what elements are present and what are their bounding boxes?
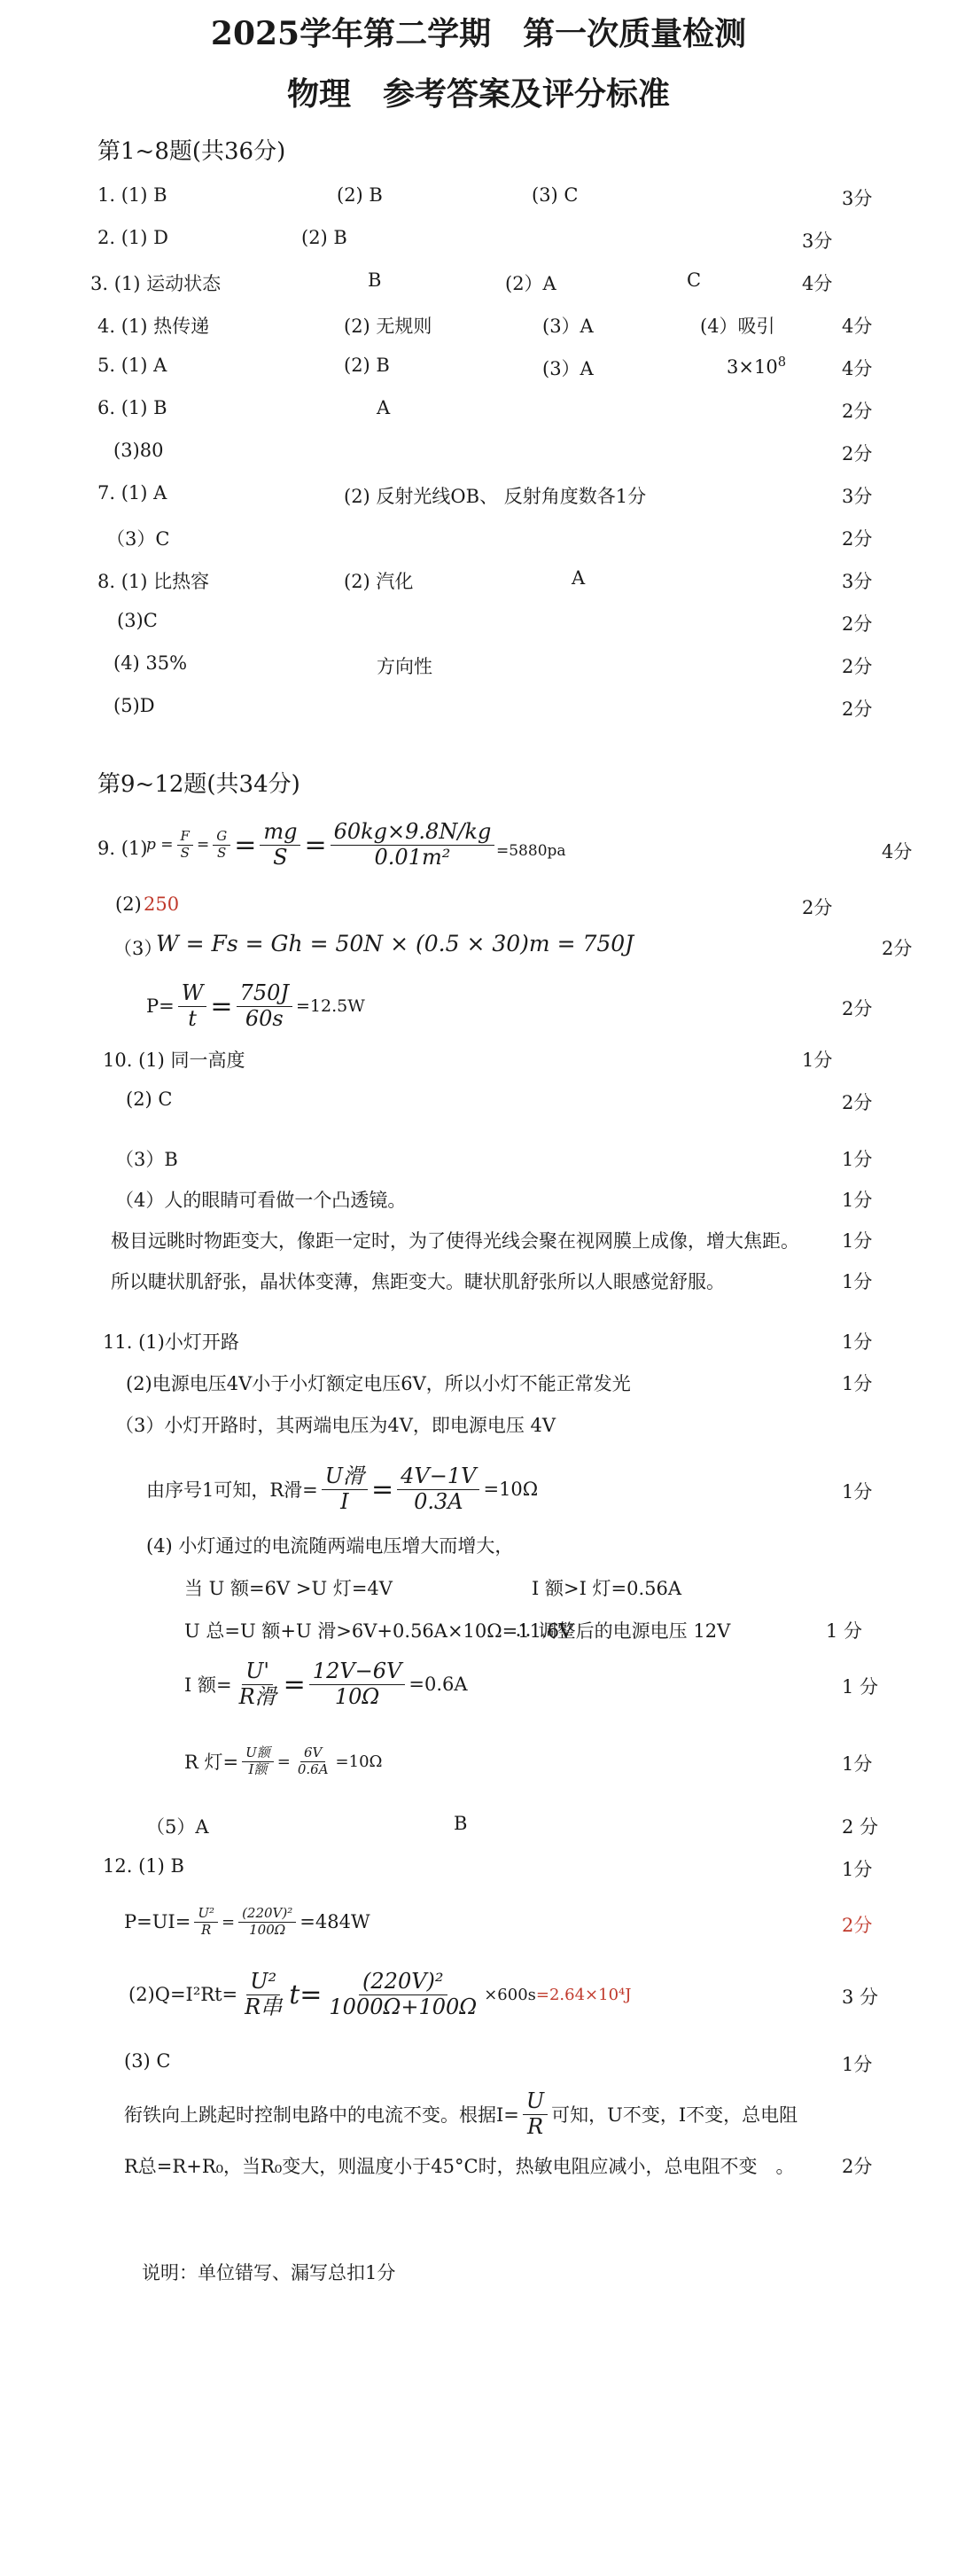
answer: U 总=U 额+U 滑>6V+0.56A×10Ω=11.6V	[184, 1620, 573, 1642]
answer: C	[687, 269, 702, 291]
answer: 所以睫状肌舒张，晶状体变薄，焦距变大。睫状肌舒张所以人眼感觉舒服。	[111, 1271, 725, 1292]
answer: (2) 汽化	[344, 571, 414, 592]
formula-heat-q: (2)Q=I²Rt= $\frac{\text{U²}}{\text{R串}}$ t= $\frac{\text{(220V)²}}{1000\Omega+100\Omega}$ ×600s =2.64×10⁴J	[128, 1968, 632, 2019]
answer: B	[454, 1813, 468, 1834]
score: 2分	[882, 938, 913, 959]
answer: (2) B	[344, 355, 390, 376]
question-number: 9. (1)	[97, 838, 148, 859]
answer-red: 250	[144, 894, 180, 915]
score: 2分	[842, 998, 873, 1019]
score: 3分	[842, 486, 873, 507]
score: 1分	[842, 1331, 873, 1353]
answer: 1. (1) B	[97, 184, 167, 206]
formula-rated-current: I 额= $\frac{U'}{\text{R滑}}$ = $\frac{12V-6V}{10\Omega}$ =0.6A	[184, 1658, 468, 1709]
score: 1分	[842, 1481, 873, 1503]
formula-pressure: p = $\frac{F}{S}$ = $\frac{G}{S}$ = $\frac{mg}{S}$ = $\frac{60kg\times 9.8N/kg}{\text{0.01m²}}$	[146, 814, 498, 876]
score: 2分	[842, 401, 873, 422]
answer: 方向性	[377, 656, 432, 677]
answer: (4) 35%	[113, 652, 188, 674]
score: 1分	[842, 2054, 873, 2075]
score: 2分	[842, 656, 873, 677]
result: =5880pa	[496, 842, 566, 860]
answer: 10. (1) 同一高度	[103, 1050, 245, 1071]
answer: (3) C	[532, 184, 579, 206]
explanation: R总=R+R₀，当R₀变大，则温度小于45°C时，热敏电阻应减小，总电阻不变 。	[124, 2156, 795, 2177]
scoring-note: 说明：单位错写、漏写总扣1分	[142, 2262, 396, 2283]
answer: （5）A	[146, 1816, 209, 1838]
score: 1分	[842, 1230, 873, 1252]
answer: 7. (1) A	[97, 482, 167, 503]
answer: (3)C	[117, 610, 158, 631]
sub-number: (2)	[115, 894, 142, 915]
answer: (2) 反射光线OB、 反射角度数各1分	[344, 486, 647, 507]
score: 2分	[842, 613, 873, 635]
formula-power: P= $\frac{W}{t}$ = $\frac{750J}{60s}$ =12.5W	[146, 980, 365, 1031]
explanation: 衔铁向上跳起时控制电路中的电流不变。根据I= $\frac{U}{R}$ 可知，U不变，I不变，总电阻	[124, 2088, 798, 2139]
section-heading-1: 第1~8题(共36分)	[97, 138, 286, 165]
score: 1分	[842, 1190, 873, 1211]
formula-rheostat: 由序号1可知，R滑= $\frac{\text{U滑}}{I}$ = $\frac{4V-1V}{0.3A}$ =10Ω	[146, 1463, 539, 1514]
score: 4分	[842, 316, 873, 337]
answer: 2. (1) D	[97, 227, 168, 248]
score: 1分	[802, 1050, 833, 1071]
answer: （3）C	[106, 528, 170, 550]
page-title: 2025学年第二学期 第一次质量检测	[210, 15, 747, 52]
answer: I 额>I 灯=0.56A	[532, 1578, 682, 1599]
answer: (2) B	[301, 227, 347, 248]
score: 1分	[842, 1753, 873, 1775]
score: 2分	[842, 2156, 873, 2177]
formula-work: W = Fs = Gh = 50N × (0.5 × 30)m = 750J	[156, 931, 634, 956]
answer: (4）吸引	[700, 316, 775, 337]
answer: 6. (1) B	[97, 397, 167, 418]
answer: （3）小灯开路时，其两端电压为4V，即电源电压 4V	[115, 1415, 556, 1436]
answer: (2) C	[126, 1089, 173, 1110]
answer: 5. (1) A	[97, 355, 167, 376]
answer: (4) 小灯通过的电流随两端电压增大而增大，	[146, 1535, 514, 1557]
score: 3 分	[842, 1987, 879, 2008]
answer: (2) B	[337, 184, 383, 206]
answer: （4）人的眼睛可看做一个凸透镜。	[115, 1190, 407, 1211]
score: 2分	[842, 443, 873, 464]
score: 4分	[802, 273, 833, 294]
score: 2分	[842, 699, 873, 720]
answer: (3) C	[124, 2050, 171, 2072]
answer: (2) 无规则	[344, 316, 432, 337]
score: 3分	[842, 571, 873, 592]
score: 2分	[842, 1092, 873, 1113]
score: 3分	[802, 230, 833, 252]
answer: 11. (1)小灯开路	[103, 1331, 239, 1353]
score: 2 分	[842, 1816, 879, 1838]
score: 1分	[842, 1149, 873, 1170]
formula-power-p: P=UI= $\frac{\text{U²}}{R}$ = $\frac{\text{(220V)²}}{100\Omega}$ =484W	[124, 1905, 370, 1938]
section-heading-2: 第9~12题(共34分)	[97, 771, 300, 798]
answer: (2)电源电压4V小于小灯额定电压6V，所以小灯不能正常发光	[126, 1373, 631, 1394]
answer: 极目远眺时物距变大，像距一定时，为了使得光线会聚在视网膜上成像，增大焦距。	[111, 1230, 799, 1252]
answer: (3）A	[542, 358, 594, 379]
page-subtitle: 物理 参考答案及评分标准	[286, 75, 670, 113]
score: 1 分	[826, 1620, 863, 1642]
answer: 当 U 额=6V >U 灯=4V	[184, 1578, 393, 1599]
score: 1分	[842, 1373, 873, 1394]
answer: 8. (1) 比热容	[97, 571, 210, 592]
answer: (2）A	[505, 273, 556, 294]
answer: ∴ 调整后的电源电压 12V	[514, 1620, 731, 1642]
score: 4分	[882, 841, 913, 863]
score: 4分	[842, 358, 873, 379]
answer: (3）A	[542, 316, 594, 337]
score: 1分	[842, 1859, 873, 1880]
score: 1 分	[842, 1676, 879, 1698]
sub-number: （3）	[113, 938, 163, 959]
score: 1分	[842, 1271, 873, 1292]
formula-lamp-resistance: R 灯= $\frac{\text{U额}}{\text{I额}}$ = $\frac{6V}{0.6A}$ =10Ω	[184, 1745, 383, 1777]
score: 2分	[802, 897, 833, 918]
score: 3分	[842, 188, 873, 209]
score-red: 2分	[842, 1915, 873, 1936]
answer: B	[368, 269, 382, 291]
answer: 12. (1) B	[103, 1855, 184, 1877]
score: 2分	[842, 528, 873, 550]
answer: A	[572, 567, 586, 589]
answer: 4. (1) 热传递	[97, 316, 210, 337]
answer: （3）B	[115, 1149, 178, 1170]
answer: (3)80	[113, 440, 164, 461]
answer: A	[377, 397, 391, 418]
answer: (5)D	[113, 695, 155, 716]
answer: $3\times 10^8$	[727, 355, 787, 378]
answer: 3. (1) 运动状态	[90, 273, 222, 294]
